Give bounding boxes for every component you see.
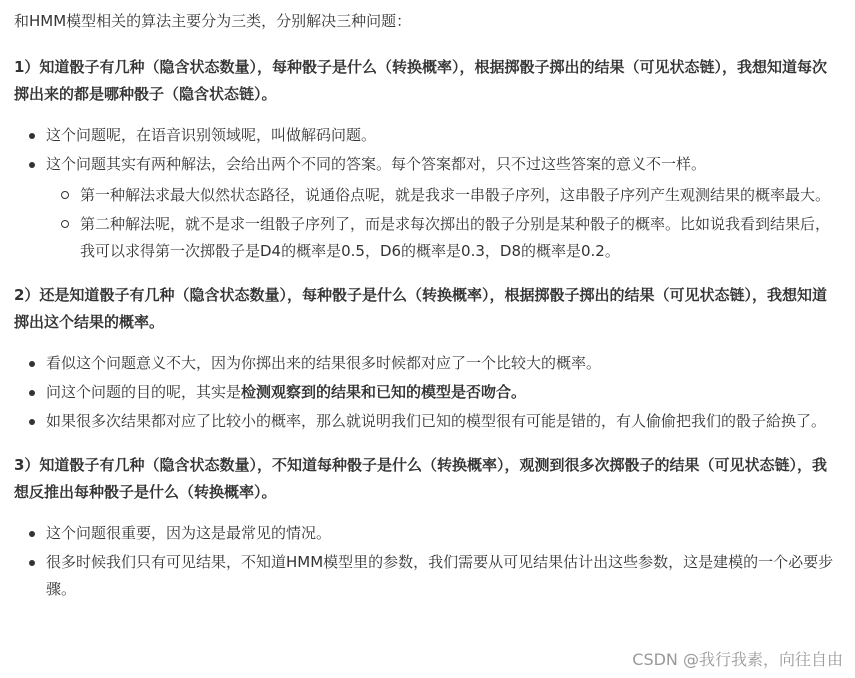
sub-list	[46, 182, 841, 265]
list-item-text: 问这个问题的目的呢，其实是	[46, 383, 242, 401]
list-item: 这个问题很重要，因为这是最常见的情况。	[14, 520, 841, 547]
list-item: 这个问题呢，在语音识别领域呢，叫做解码问题。	[14, 122, 841, 149]
list-item: 很多时候我们只有可见结果，不知道HMM模型里的参数，我们需要从可见结果估计出这些参数，这是建模的一个必要步骤。	[14, 549, 841, 603]
emphasis-text: 检测观察到的结果和已知的模型是否吻合。	[241, 383, 527, 401]
question-1: 1）知道骰子有几种（隐含状态数量），每种骰子是什么（转换概率），根据掷骰子掷出的结果（可见状态链），我想知道每次掷出来的都是哪种骰子（隐含状态链）。	[14, 58, 827, 103]
question-3-list	[14, 520, 841, 603]
list-item: 看似这个问题意义不大，因为你掷出来的结果很多时候都对应了一个比较大的概率。	[14, 350, 841, 377]
list-item-text: 这个问题其实有两种解法，会给出两个不同的答案。每个答案都对，只不过这些答案的意义不一样。	[46, 155, 707, 173]
question-2: 2）还是知道骰子有几种（隐含状态数量），每种骰子是什么（转换概率），根据掷骰子掷出的结果（可见状态链），我想知道掷出这个结果的概率。	[14, 286, 827, 331]
question-2-list	[14, 350, 841, 435]
intro-paragraph: 和HMM模型相关的算法主要分为三类，分别解决三种问题：	[14, 12, 412, 30]
list-item	[14, 151, 841, 265]
sub-list-item: 第一种解法求最大似然状态路径，说通俗点呢，就是我求一串骰子序列，这串骰子序列产生观测结果的概率最大。	[46, 182, 841, 209]
list-item: 如果很多次结果都对应了比较小的概率，那么就说明我们已知的模型很有可能是错的，有人偷偷把我们的骰子給换了。	[14, 408, 841, 435]
csdn-watermark: CSDN @我行我素，向往自由	[632, 650, 843, 669]
list-item	[14, 379, 841, 406]
question-3: 3）知道骰子有几种（隐含状态数量），不知道每种骰子是什么（转换概率），观测到很多次掷骰子的结果（可见状态链），我想反推出每种骰子是什么（转换概率）。	[14, 456, 827, 501]
sub-list-item: 第二种解法呢，就不是求一组骰子序列了，而是求每次掷出的骰子分别是某种骰子的概率。比如说我看到结果后，我可以求得第一次掷骰子是D4的概率是0.5，D6的概率是0.3，D8的概率是0.2。	[46, 211, 841, 265]
question-1-list	[14, 122, 841, 265]
